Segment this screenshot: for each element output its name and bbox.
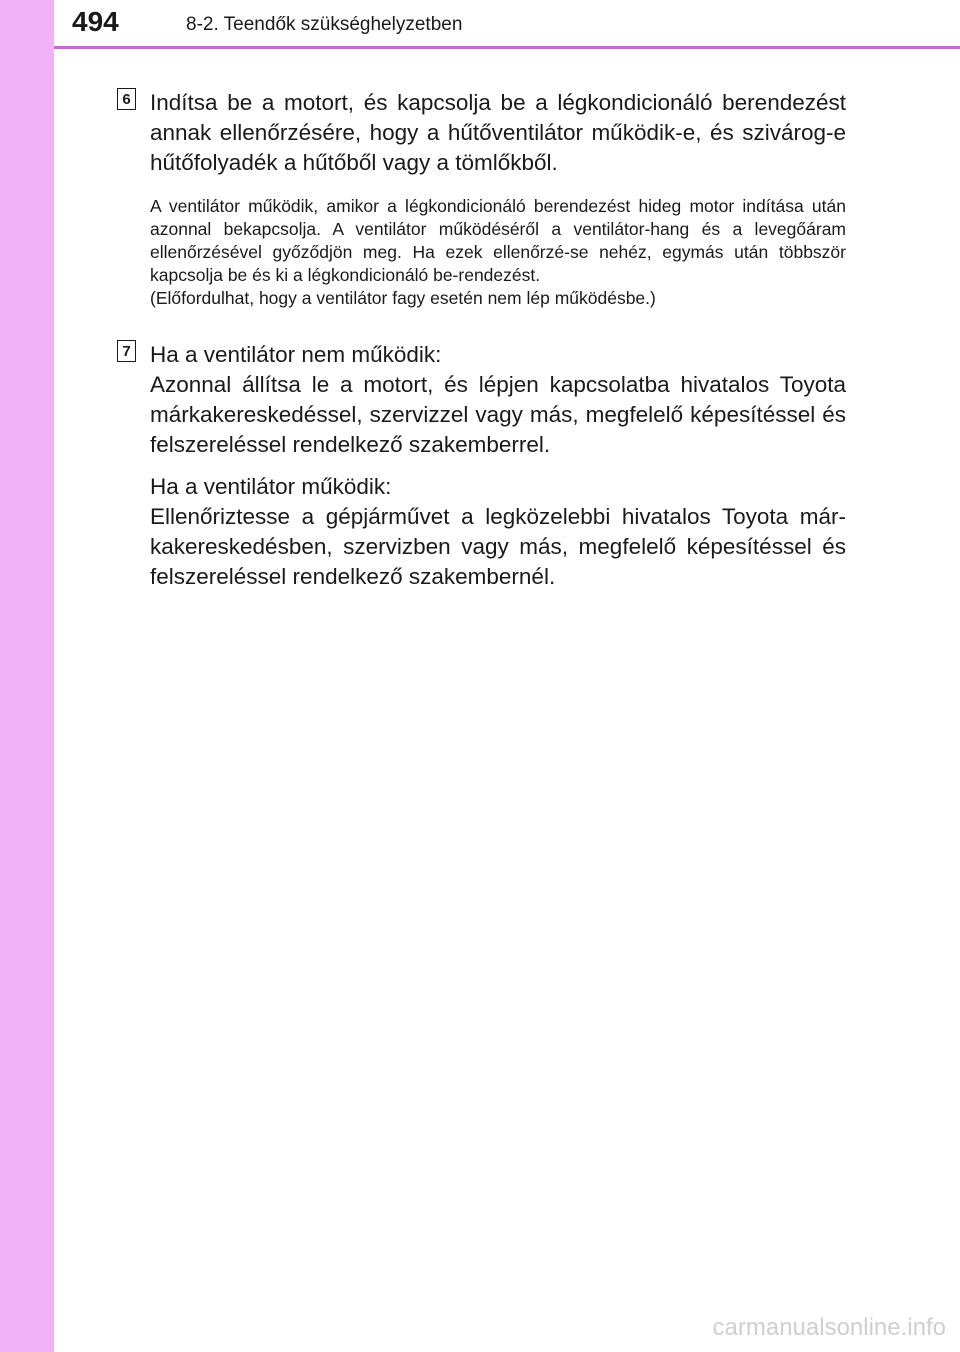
step-6-block bbox=[150, 88, 846, 310]
step-badge-7: 7 bbox=[117, 340, 136, 362]
step-7-case2-text: Ellenőriztesse a gépjárművet a legközelebbi hivatalos Toyota már-kakereskedésben, szervizben vagy más, megfelelő képesítéssel és felszereléssel rendelkező szakembernél. bbox=[150, 504, 846, 589]
step-badge-6: 6 bbox=[117, 88, 136, 110]
section-title: 8-2. Teendők szükséghelyzetben bbox=[186, 14, 463, 35]
step-7-case1-heading: Ha a ventilátor nem működik: bbox=[150, 342, 442, 367]
step-7-case2-heading: Ha a ventilátor működik: bbox=[150, 474, 392, 499]
watermark: carmanualsonline.info bbox=[712, 1314, 946, 1341]
chapter-tab-band bbox=[0, 0, 54, 1352]
step-7-block bbox=[150, 340, 846, 592]
step-6-note-extra: (Előfordulhat, hogy a ventilátor fagy esetén nem lép működésbe.) bbox=[150, 288, 656, 308]
step-7-case1-text: Azonnal állítsa le a motort, és lépjen kapcsolatba hivatalos Toyota márkakereskedéssel, szervizzel vagy más, megfelelő képesítéssel és felszereléssel rendelkező szakemberrel. bbox=[150, 372, 846, 457]
header-rule bbox=[54, 46, 960, 49]
step-6-note: A ventilátor működik, amikor a légkondicionáló berendezést hideg motor indítása után azonnal bekapcsolja. A ventilátor működéséről a ventilátor-hang és a levegőáram ellenőrzésével győződjön meg. Ha ezek ellenőrzé-se nehéz, egymás után többször kapcsolja be és ki a légkondicionáló be-rendezést. bbox=[150, 196, 846, 285]
page-number: 494 bbox=[72, 6, 119, 37]
step-6-instruction: Indítsa be a motort, és kapcsolja be a légkondicionáló berendezést annak ellenőrzésére, hogy a hűtőventilátor működik-e, és szivárog-e hűtőfolyadék a hűtőből vagy a tömlőkből. bbox=[150, 90, 846, 175]
